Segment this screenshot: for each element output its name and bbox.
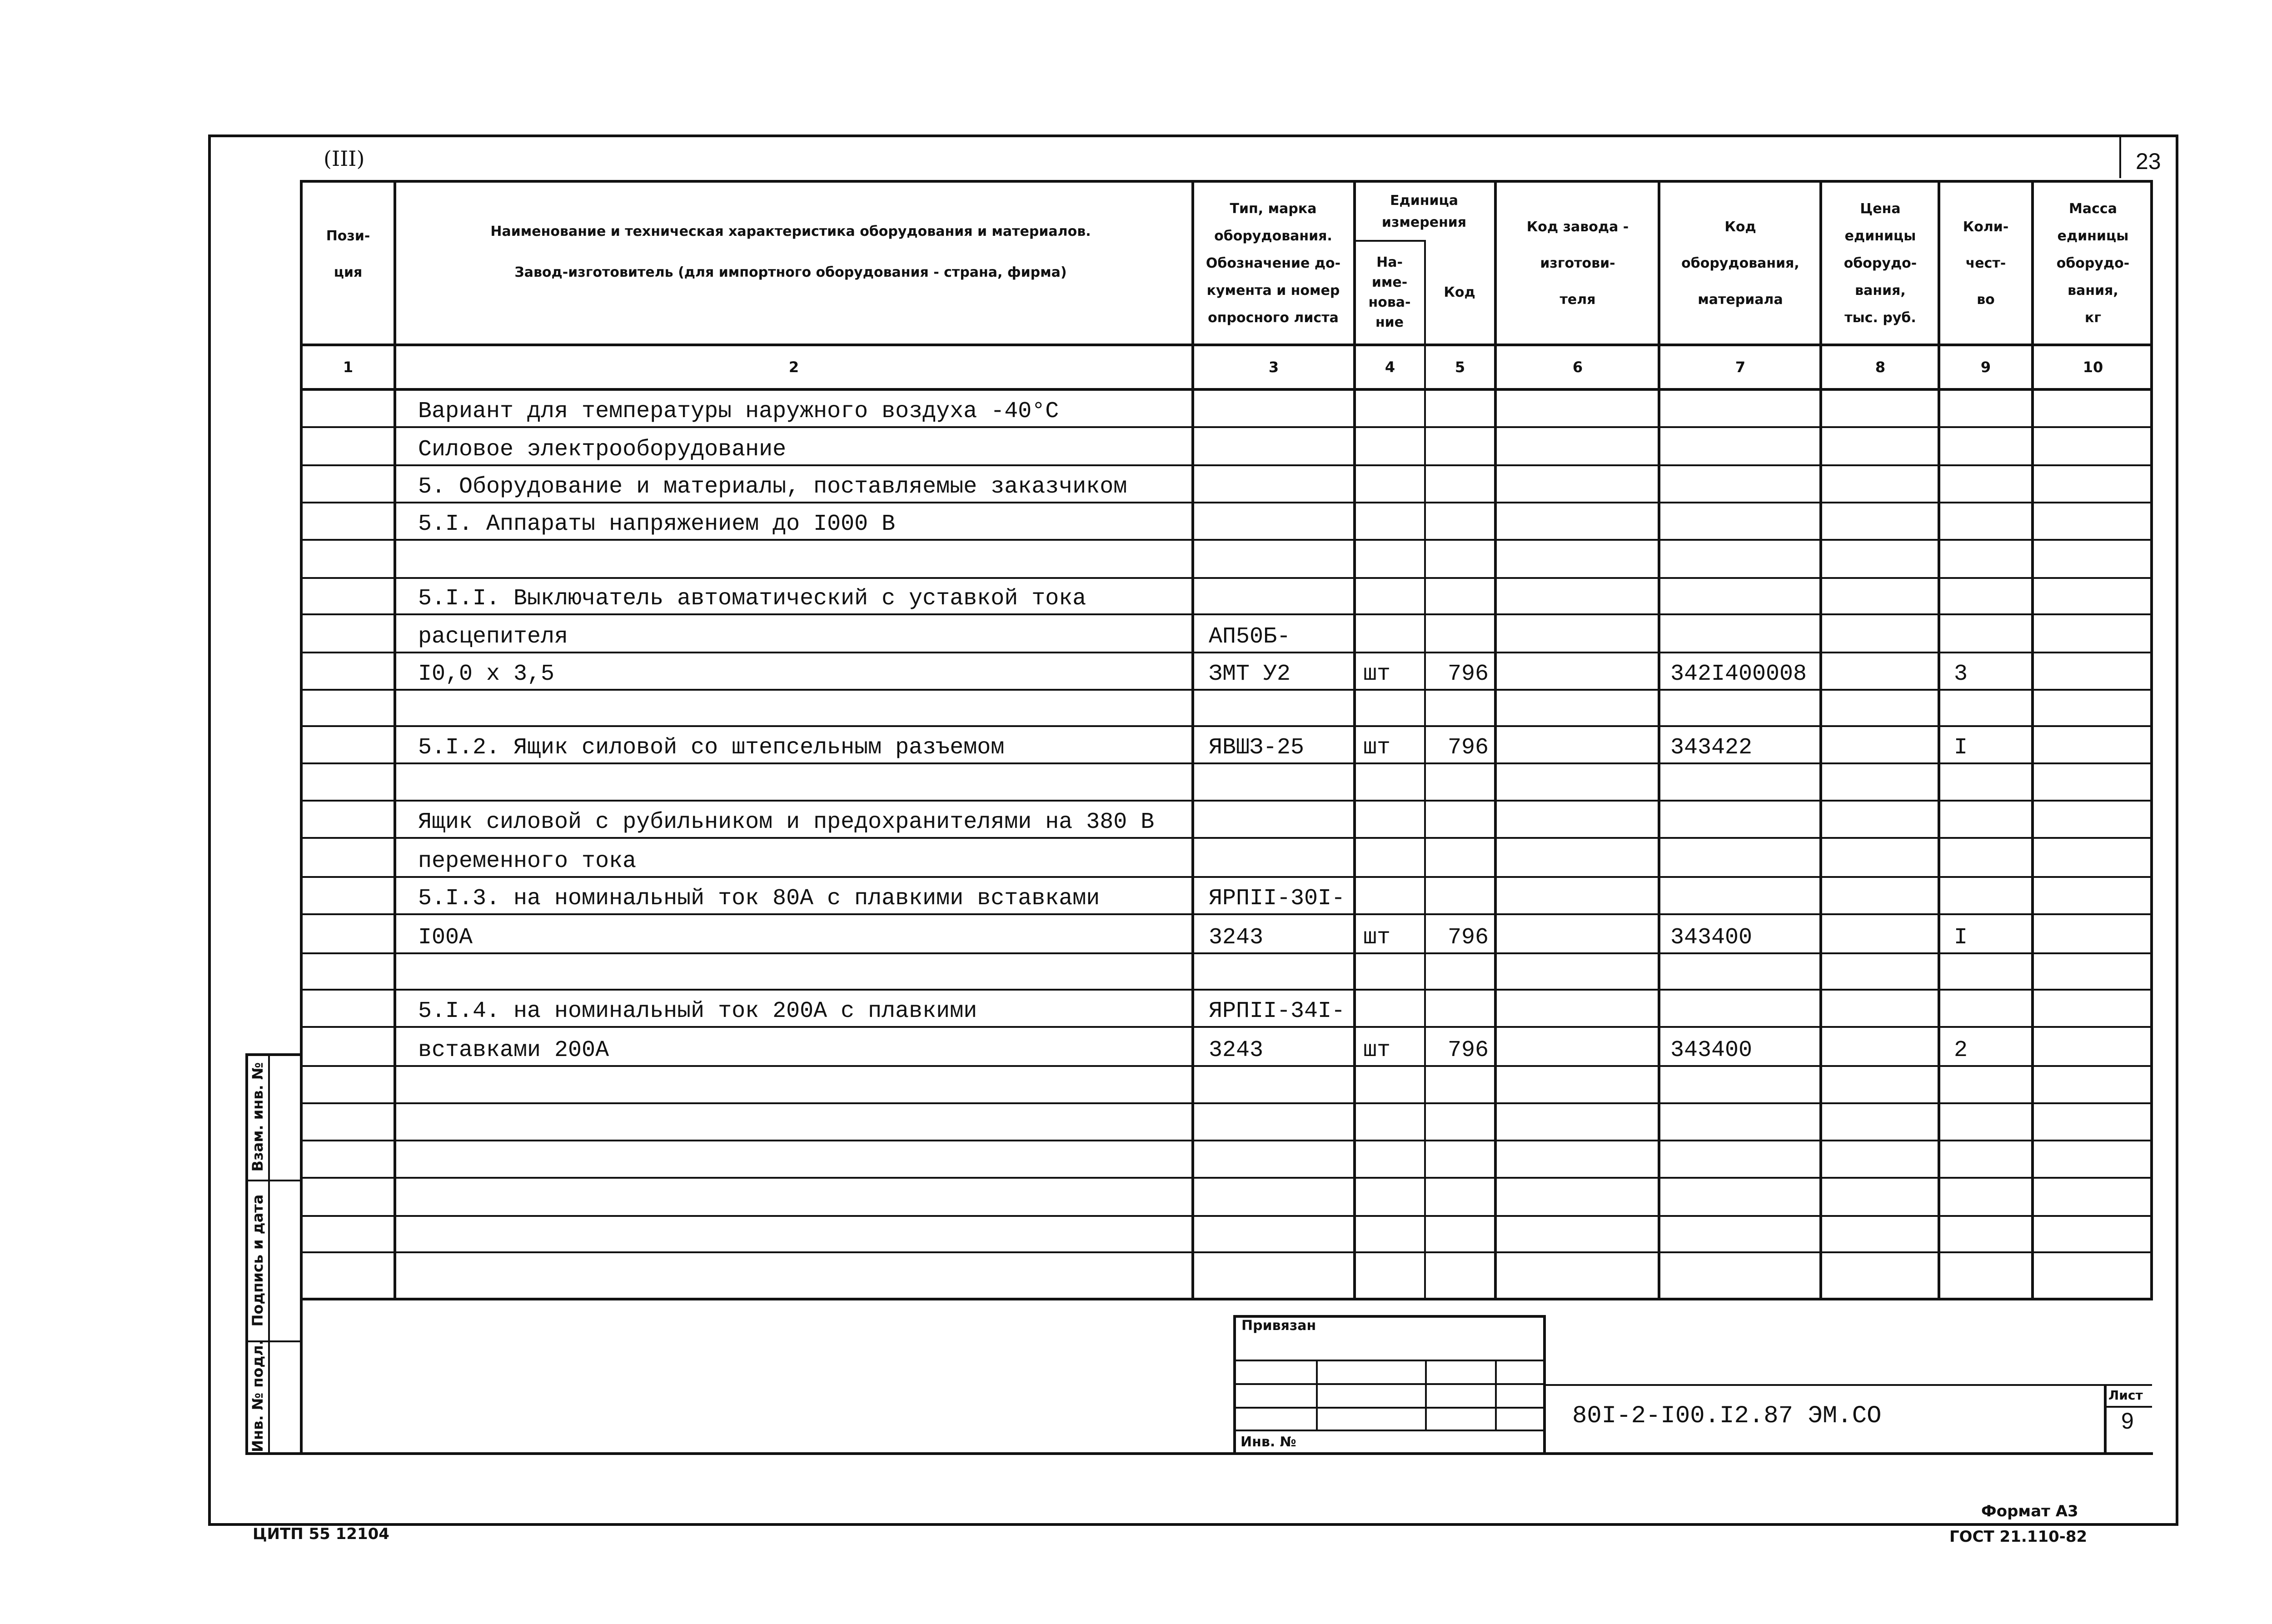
row-quantity bbox=[1954, 763, 2027, 800]
col-num-10: 10 bbox=[2083, 359, 2103, 376]
title-block-left bbox=[300, 1298, 303, 1455]
row-material-code bbox=[1670, 1252, 1816, 1297]
row-name bbox=[418, 763, 1186, 800]
row-unit-code bbox=[1448, 1103, 1493, 1140]
doc-code-top-line bbox=[1545, 1384, 2152, 1386]
row-material-code bbox=[1670, 801, 1816, 837]
col-line-9 bbox=[2031, 180, 2034, 1300]
row-name bbox=[418, 1103, 1186, 1140]
page-number-divider bbox=[2119, 135, 2121, 178]
col-num-2: 2 bbox=[788, 359, 799, 376]
side-stamp-left bbox=[245, 1053, 248, 1454]
row-unit bbox=[1363, 391, 1422, 426]
row-type bbox=[1209, 1141, 1350, 1177]
row-unit-code bbox=[1448, 690, 1493, 725]
col-line-10 bbox=[2150, 180, 2153, 1300]
row-type bbox=[1209, 1216, 1350, 1251]
title-block-bottom bbox=[300, 1452, 2153, 1455]
row-material-code: 342I400008 bbox=[1670, 661, 1807, 687]
row-unit-code: 796 bbox=[1448, 1037, 1489, 1063]
frame-bottom bbox=[208, 1523, 2178, 1526]
tied-box-line1 bbox=[1233, 1360, 1544, 1361]
row-unit bbox=[1363, 953, 1422, 989]
row-unit-code: 796 bbox=[1448, 661, 1489, 687]
row-unit-code bbox=[1448, 578, 1493, 613]
row-unit-code bbox=[1448, 838, 1493, 876]
row-unit bbox=[1363, 690, 1422, 725]
title-block-top bbox=[300, 1298, 2153, 1300]
sheet-number-box-left bbox=[2104, 1384, 2107, 1455]
row-type bbox=[1209, 690, 1350, 725]
row-name: Вариант для температуры наружного воздуха -40°С bbox=[418, 399, 1059, 424]
row-name: 5.I.2. Ящик силовой со штепсельным разъемом bbox=[418, 735, 1005, 761]
col-line-1 bbox=[394, 180, 396, 1300]
row-material-code bbox=[1670, 578, 1816, 613]
row-quantity bbox=[1954, 953, 2027, 989]
row-unit bbox=[1363, 1216, 1422, 1251]
row-type bbox=[1209, 1252, 1350, 1297]
frame-left bbox=[208, 135, 211, 1526]
col-num-8: 8 bbox=[1875, 359, 1886, 376]
side-label-podpis: Подпись и дата bbox=[249, 1194, 266, 1327]
row-unit-code bbox=[1448, 391, 1493, 426]
tied-box-col3 bbox=[1495, 1360, 1497, 1430]
frame-top bbox=[208, 135, 2178, 137]
row-material-code bbox=[1670, 690, 1816, 725]
row-quantity bbox=[1954, 1252, 2027, 1297]
row-material-code bbox=[1670, 614, 1816, 652]
row-type: ЯРПII-30I- bbox=[1209, 886, 1345, 912]
col-line-4 bbox=[1424, 240, 1426, 1300]
row-name bbox=[418, 1252, 1186, 1297]
row-type bbox=[1209, 540, 1350, 577]
row-quantity bbox=[1954, 1216, 2027, 1251]
frame-right bbox=[2176, 135, 2178, 1526]
row-unit-code bbox=[1448, 990, 1493, 1026]
row-quantity bbox=[1954, 990, 2027, 1026]
row-material-code bbox=[1670, 391, 1816, 426]
corner-mark: (III) bbox=[324, 146, 365, 171]
row-material-code bbox=[1670, 1216, 1816, 1251]
row-name: I0,0 х 3,5 bbox=[418, 661, 555, 687]
row-quantity bbox=[1954, 838, 2027, 876]
row-quantity bbox=[1954, 427, 2027, 464]
row-name bbox=[418, 540, 1186, 577]
publisher-label: ЦИТП 55 12104 bbox=[253, 1525, 389, 1543]
row-quantity bbox=[1954, 540, 2027, 577]
header-name-line1: Наименование и техническая характеристика оборудования и материалов. bbox=[490, 224, 1091, 239]
row-type bbox=[1209, 801, 1350, 837]
row-unit bbox=[1363, 1103, 1422, 1140]
inv-number-label: Инв. № bbox=[1241, 1434, 1296, 1450]
row-unit bbox=[1363, 1141, 1422, 1177]
row-type: ЗМТ У2 bbox=[1209, 661, 1291, 687]
row-material-code bbox=[1670, 1141, 1816, 1177]
standard-label: ГОСТ 21.110-82 bbox=[1949, 1528, 2088, 1546]
row-type: ЯВШЗ-25 bbox=[1209, 735, 1305, 761]
row-type bbox=[1209, 1103, 1350, 1140]
header-position: Пози- ция bbox=[326, 228, 370, 280]
row-unit-code bbox=[1448, 1216, 1493, 1251]
row-type: 3243 bbox=[1209, 925, 1264, 951]
header-quantity: Коли- чест- во bbox=[1963, 219, 2009, 308]
col-line-2 bbox=[1191, 180, 1194, 1300]
row-unit-code: 796 bbox=[1448, 925, 1489, 951]
col-line-0 bbox=[300, 180, 303, 1300]
row-material-code bbox=[1670, 838, 1816, 876]
row-type: 3243 bbox=[1209, 1037, 1264, 1063]
row-unit bbox=[1363, 1066, 1422, 1102]
row-quantity: I bbox=[1954, 925, 1968, 951]
row-unit-code bbox=[1448, 540, 1493, 577]
row-unit: шт bbox=[1363, 1037, 1391, 1063]
row-name: 5.I.3. на номинальный ток 80А с плавкими вставками bbox=[418, 886, 1100, 912]
tied-box-line3 bbox=[1233, 1407, 1544, 1409]
row-quantity: 3 bbox=[1954, 661, 1968, 687]
row-unit-code bbox=[1448, 1178, 1493, 1215]
row-quantity bbox=[1954, 801, 2027, 837]
row-material-code bbox=[1670, 503, 1816, 539]
row-quantity bbox=[1954, 877, 2027, 913]
row-material-code bbox=[1670, 427, 1816, 464]
sheet-number: 9 bbox=[2121, 1408, 2134, 1434]
row-quantity: 2 bbox=[1954, 1037, 1968, 1063]
col-num-4: 4 bbox=[1385, 359, 1395, 376]
row-quantity bbox=[1954, 1066, 2027, 1102]
row-unit bbox=[1363, 614, 1422, 652]
tied-box-col1 bbox=[1316, 1360, 1318, 1430]
row-name: 5. Оборудование и материалы, поставляемые заказчиком bbox=[418, 474, 1127, 500]
side-label-inv-podl: Инв. № подл. bbox=[249, 1340, 266, 1452]
side-label-vzam: Взам. инв. № bbox=[249, 1062, 266, 1172]
row-material-code bbox=[1670, 877, 1816, 913]
row-unit-code bbox=[1448, 427, 1493, 464]
row-unit bbox=[1363, 877, 1422, 913]
row-material-code bbox=[1670, 1103, 1816, 1140]
row-name bbox=[418, 1066, 1186, 1102]
row-type: АП50Б- bbox=[1209, 624, 1291, 650]
tied-box-left bbox=[1233, 1315, 1236, 1455]
row-material-code bbox=[1670, 953, 1816, 989]
row-unit bbox=[1363, 763, 1422, 800]
row-material-code: 343422 bbox=[1670, 735, 1753, 761]
row-unit-code bbox=[1448, 877, 1493, 913]
row-type bbox=[1209, 391, 1350, 426]
row-name: вставками 200А bbox=[418, 1037, 609, 1063]
row-type bbox=[1209, 503, 1350, 539]
header-unit-price: Цена единицы оборудо- вания, тыс. руб. bbox=[1844, 201, 1917, 326]
col-line-5 bbox=[1494, 180, 1497, 1300]
row-quantity: I bbox=[1954, 735, 1968, 761]
format-label: Формат А3 bbox=[1981, 1502, 2078, 1520]
row-unit bbox=[1363, 1178, 1422, 1215]
row-type bbox=[1209, 465, 1350, 502]
header-name-line2: Завод-изготовитель (для импортного оборудования - страна, фирма) bbox=[514, 264, 1067, 280]
header-unit-group: Единица измерения bbox=[1381, 193, 1467, 230]
col-line-7 bbox=[1819, 180, 1822, 1300]
col-num-7: 7 bbox=[1735, 359, 1746, 376]
sheet-label: Лист bbox=[2108, 1388, 2143, 1403]
row-unit bbox=[1363, 1252, 1422, 1297]
row-type bbox=[1209, 578, 1350, 613]
col-num-9: 9 bbox=[1980, 359, 1991, 376]
row-name: Ящик силовой с рубильником и предохранителями на 380 В bbox=[418, 809, 1155, 835]
row-unit bbox=[1363, 801, 1422, 837]
tied-box-line2 bbox=[1233, 1383, 1544, 1385]
row-unit bbox=[1363, 465, 1422, 502]
row-quantity bbox=[1954, 503, 2027, 539]
col-num-3: 3 bbox=[1268, 359, 1279, 376]
unit-subheader-line bbox=[1354, 240, 1425, 242]
row-name: переменного тока bbox=[418, 848, 637, 874]
row-type bbox=[1209, 953, 1350, 989]
header-unit-mass: Масса единицы оборудо- вания, кг bbox=[2056, 201, 2130, 326]
row-unit: шт bbox=[1363, 735, 1391, 761]
row-unit-code bbox=[1448, 1066, 1493, 1102]
header-material-code: Код оборудования, материала bbox=[1681, 219, 1799, 308]
header-type: Тип, марка оборудования. Обозначение до- кумента и номер опросного листа bbox=[1206, 201, 1341, 326]
row-material-code bbox=[1670, 763, 1816, 800]
row-unit-code bbox=[1448, 763, 1493, 800]
document-code: 80I-2-I00.I2.87 ЭМ.СО bbox=[1572, 1402, 1882, 1430]
row-unit-code bbox=[1448, 1252, 1493, 1297]
row-unit bbox=[1363, 427, 1422, 464]
row-material-code bbox=[1670, 1178, 1816, 1215]
row-quantity bbox=[1954, 1178, 2027, 1215]
header-unit-code: Код bbox=[1444, 284, 1475, 300]
row-quantity bbox=[1954, 391, 2027, 426]
row-unit-code bbox=[1448, 465, 1493, 502]
row-type bbox=[1209, 427, 1350, 464]
row-unit bbox=[1363, 838, 1422, 876]
col-num-1: 1 bbox=[343, 359, 354, 376]
row-type: ЯРПII-34I- bbox=[1209, 998, 1345, 1024]
row-name bbox=[418, 1216, 1186, 1251]
page-number: 23 bbox=[2136, 149, 2161, 174]
row-material-code: 343400 bbox=[1670, 925, 1753, 951]
tied-box-col2 bbox=[1425, 1360, 1427, 1430]
row-unit bbox=[1363, 540, 1422, 577]
col-num-5: 5 bbox=[1455, 359, 1465, 376]
tied-label: Привязан bbox=[1241, 1318, 1316, 1334]
row-quantity bbox=[1954, 465, 2027, 502]
header-manufacturer-code: Код завода - изготови- теля bbox=[1526, 219, 1629, 308]
row-type bbox=[1209, 1178, 1350, 1215]
row-material-code bbox=[1670, 990, 1816, 1026]
row-name: 5.I. Аппараты напряжением до I000 В bbox=[418, 511, 896, 537]
col-num-6: 6 bbox=[1572, 359, 1583, 376]
row-unit: шт bbox=[1363, 661, 1391, 687]
row-unit-code bbox=[1448, 953, 1493, 989]
row-unit-code bbox=[1448, 503, 1493, 539]
row-type bbox=[1209, 838, 1350, 876]
row-name bbox=[418, 690, 1186, 725]
row-name: I00А bbox=[418, 925, 473, 951]
row-name bbox=[418, 1141, 1186, 1177]
col-line-8 bbox=[1938, 180, 1940, 1300]
row-quantity bbox=[1954, 614, 2027, 652]
row-quantity bbox=[1954, 1141, 2027, 1177]
row-unit: шт bbox=[1363, 925, 1391, 951]
row-unit bbox=[1363, 990, 1422, 1026]
row-name: Силовое электрооборудование bbox=[418, 437, 787, 463]
row-type bbox=[1209, 1066, 1350, 1102]
row-unit-code bbox=[1448, 801, 1493, 837]
row-quantity bbox=[1954, 578, 2027, 613]
row-material-code bbox=[1670, 1066, 1816, 1102]
side-stamp-divider bbox=[268, 1053, 270, 1454]
row-quantity bbox=[1954, 690, 2027, 725]
header-unit-name: На- име- нова- ние bbox=[1368, 254, 1411, 330]
col-line-6 bbox=[1658, 180, 1660, 1300]
row-material-code bbox=[1670, 540, 1816, 577]
row-unit-code bbox=[1448, 1141, 1493, 1177]
row-name: расцепителя bbox=[418, 624, 568, 650]
table-top-line bbox=[300, 180, 2153, 183]
row-type bbox=[1209, 763, 1350, 800]
tied-box-line4 bbox=[1233, 1430, 1544, 1431]
row-unit bbox=[1363, 503, 1422, 539]
row-quantity bbox=[1954, 1103, 2027, 1140]
col-line-3 bbox=[1353, 180, 1356, 1300]
row-name bbox=[418, 1178, 1186, 1215]
row-unit-code: 796 bbox=[1448, 735, 1489, 761]
row-unit-code bbox=[1448, 614, 1493, 652]
row-name: 5.I.I. Выключатель автоматический с уставкой тока bbox=[418, 586, 1086, 612]
row-material-code: 343400 bbox=[1670, 1037, 1753, 1063]
row-name: 5.I.4. на номинальный ток 200А с плавкими bbox=[418, 998, 977, 1024]
row-unit bbox=[1363, 578, 1422, 613]
row-material-code bbox=[1670, 465, 1816, 502]
row-name bbox=[418, 953, 1186, 989]
